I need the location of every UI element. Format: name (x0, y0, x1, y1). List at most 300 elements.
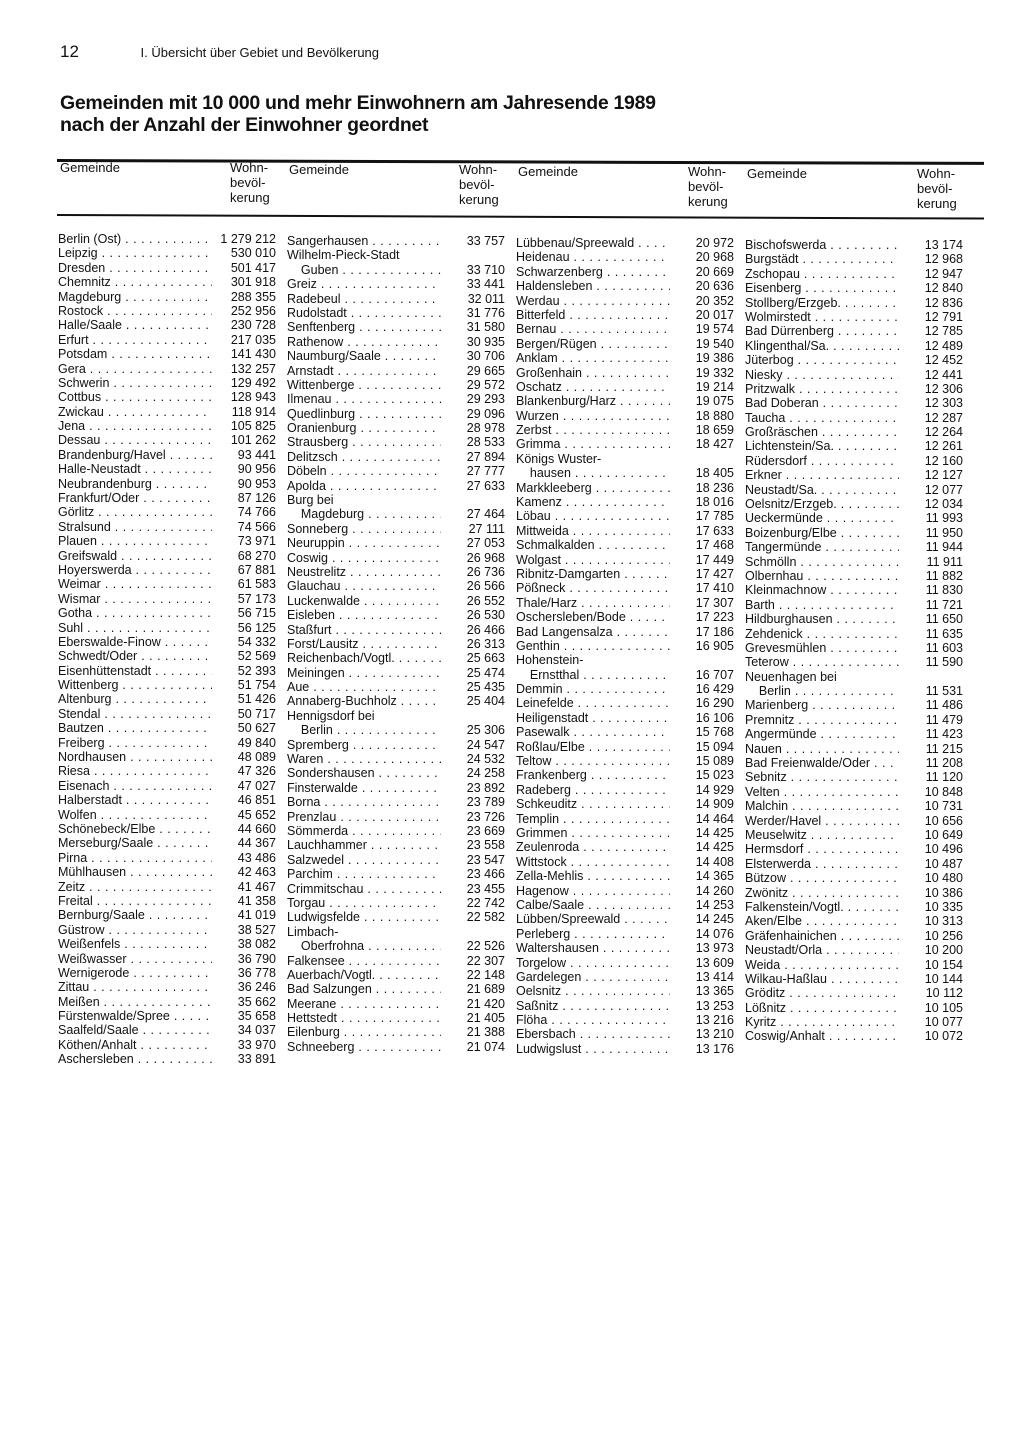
table-row (516, 869, 734, 883)
table-row (745, 785, 963, 799)
population-value: 26 466 (441, 623, 505, 637)
table-row (516, 437, 734, 451)
population-value: 44 367 (212, 836, 276, 850)
table-row (745, 958, 963, 972)
table-row (516, 855, 734, 869)
table-row (58, 419, 276, 433)
table-row (745, 914, 963, 928)
table-row (287, 666, 505, 680)
municipality-name: Sangerhausen . . . (287, 234, 441, 248)
municipality-name: Berlin . . . (287, 723, 441, 737)
table-row (745, 986, 963, 1000)
municipality-name: Aschersleben . . . (58, 1052, 212, 1066)
table-row (58, 563, 276, 577)
table-row (745, 943, 963, 957)
population-value: 29 096 (441, 407, 505, 421)
population-value: 10 335 (899, 900, 963, 914)
population-value: 35 658 (212, 1009, 276, 1023)
population-value: 14 076 (670, 927, 734, 941)
population-value: 11 911 (899, 555, 963, 569)
table-row (58, 433, 276, 447)
municipality-name: Fürstenwalde/Spree . . . (58, 1009, 212, 1023)
population-value: 10 848 (899, 785, 963, 799)
population-value: 10 072 (899, 1029, 963, 1043)
population-value: 16 905 (670, 639, 734, 653)
table-row (745, 727, 963, 741)
population-value: 73 971 (212, 534, 276, 548)
population-value: 23 789 (441, 795, 505, 809)
table-row (516, 912, 734, 926)
population-value: 33 710 (441, 263, 505, 277)
table-row (516, 409, 734, 423)
municipality-name: Potsdam . . . (58, 347, 212, 361)
table-row (58, 678, 276, 692)
table-row (516, 553, 734, 567)
population-value: 12 264 (899, 425, 963, 439)
municipality-name: Greifswald . . . (58, 549, 212, 563)
municipality-name: Frankfurt/Oder . . . (58, 491, 212, 505)
municipality-name: Saalfeld/Saale . . . (58, 1023, 212, 1037)
population-value: 33 757 (441, 234, 505, 248)
table-row (745, 857, 963, 871)
table-row (745, 468, 963, 482)
table-row (58, 376, 276, 390)
table-row (745, 655, 963, 669)
table-row (58, 664, 276, 678)
population-value: 12 947 (899, 267, 963, 281)
table-row (287, 479, 505, 493)
table-row (287, 954, 505, 968)
table-row (745, 483, 963, 497)
table-row (516, 984, 734, 998)
population-value: 44 660 (212, 822, 276, 836)
municipality-name: Gotha . . . (58, 606, 212, 620)
population-value: 23 892 (441, 781, 505, 795)
municipality-name: Anklam . . . (516, 351, 670, 365)
population-value: 11 993 (899, 511, 963, 525)
municipality-name: Löbau . . . (516, 509, 670, 523)
population-value: 15 768 (670, 725, 734, 739)
population-value: 141 430 (212, 347, 276, 361)
table-row (516, 366, 734, 380)
municipality-name: Eisleben . . . (287, 608, 441, 622)
population-value: 10 480 (899, 871, 963, 885)
municipality-name: Wolmirstedt . . . (745, 310, 899, 324)
population-value: 10 386 (899, 886, 963, 900)
population-value: 41 358 (212, 894, 276, 908)
municipality-name: Bernburg/Saale . . . (58, 908, 212, 922)
population-value: 45 652 (212, 808, 276, 822)
table-row (516, 524, 734, 538)
table-row (58, 750, 276, 764)
table-row (287, 507, 505, 521)
municipality-name: Zschopau . . . (745, 267, 899, 281)
population-value: 17 468 (670, 538, 734, 552)
municipality-name: Ebersbach . . . (516, 1027, 670, 1041)
municipality-name: Berlin . . . (745, 684, 899, 698)
table-row (58, 592, 276, 606)
population-value: 12 836 (899, 296, 963, 310)
municipality-name: Quedlinburg . . . (287, 407, 441, 421)
municipality-name: Nordhausen . . . (58, 750, 212, 764)
municipality-name: Prenzlau . . . (287, 810, 441, 824)
population-value: 15 094 (670, 740, 734, 754)
table-row (58, 966, 276, 980)
municipality-name: Mittweida . . . (516, 524, 670, 538)
municipality-name: Radebeul . . . (287, 292, 441, 306)
table-row (287, 392, 505, 406)
population-value: 26 552 (441, 594, 505, 608)
population-value: 21 405 (441, 1011, 505, 1025)
population-value: 23 547 (441, 853, 505, 867)
municipality-name: Lübben/Spreewald . . . (516, 912, 670, 926)
table-row (745, 612, 963, 626)
population-value: 33 441 (441, 277, 505, 291)
population-value: 23 669 (441, 824, 505, 838)
population-value: 17 785 (670, 509, 734, 523)
table-row (287, 594, 505, 608)
municipality-name: Bernau . . . (516, 322, 670, 336)
table-row (287, 781, 505, 795)
municipality-name: Hettstedt . . . (287, 1011, 441, 1025)
population-value: 12 160 (899, 454, 963, 468)
table-row (745, 627, 963, 641)
table-row (745, 742, 963, 756)
municipality-name: Klingenthal/Sa. . . . (745, 339, 899, 353)
population-value: 10 487 (899, 857, 963, 871)
municipality-name: Bitterfeld . . . (516, 308, 670, 322)
municipality-name: Leipzig . . . (58, 246, 212, 260)
municipality-name: Bad Dürrenberg . . . (745, 324, 899, 338)
table-row (516, 337, 734, 351)
municipality-name: Haldensleben . . . (516, 279, 670, 293)
municipality-name: Wolgast . . . (516, 553, 670, 567)
table-row (516, 567, 734, 581)
population-value: 56 715 (212, 606, 276, 620)
municipality-name: Flöha . . . (516, 1013, 670, 1027)
population-value: 26 313 (441, 637, 505, 651)
table-column-4 (745, 166, 963, 1044)
municipality-name: Ludwigsfelde . . . (287, 910, 441, 924)
table-row (287, 277, 505, 291)
municipality-name: Oelsnitz . . . (516, 984, 670, 998)
population-value: 12 077 (899, 483, 963, 497)
table-row (58, 779, 276, 793)
municipality-name: Markkleeberg . . . (516, 481, 670, 495)
table-row (516, 668, 734, 682)
municipality-name: Torgau . . . (287, 896, 441, 910)
table-row (287, 997, 505, 1011)
population-value: 20 352 (670, 294, 734, 308)
population-value: 12 791 (899, 310, 963, 324)
table-row (287, 752, 505, 766)
population-value: 46 851 (212, 793, 276, 807)
table-row (58, 462, 276, 476)
population-value: 19 332 (670, 366, 734, 380)
population-value: 25 663 (441, 651, 505, 665)
population-value: 47 027 (212, 779, 276, 793)
population-value: 20 968 (670, 250, 734, 264)
population-value: 18 405 (670, 466, 734, 480)
table-row (287, 695, 505, 709)
municipality-name: Weimar . . . (58, 577, 212, 591)
municipality-name: Halle-Neustadt . . . (58, 462, 212, 476)
municipality-name: Nauen . . . (745, 742, 899, 756)
population-value: 29 293 (441, 392, 505, 406)
population-value: 16 290 (670, 696, 734, 710)
table-row (58, 1052, 276, 1066)
municipality-name: Schwerin . . . (58, 376, 212, 390)
population-value: 34 037 (212, 1023, 276, 1037)
population-value: 13 365 (670, 984, 734, 998)
population-value: 25 404 (441, 694, 505, 708)
municipality-name: Oschatz . . . (516, 380, 670, 394)
population-value: 33 891 (212, 1052, 276, 1066)
table-row (745, 756, 963, 770)
municipality-name: Arnstadt . . . (287, 364, 441, 378)
municipality-name: Schwarzenberg . . . (516, 265, 670, 279)
municipality-name: Eisenhüttenstadt . . . (58, 664, 212, 678)
population-value: 36 790 (212, 952, 276, 966)
table-column-3 (516, 164, 734, 1056)
municipality-name: Teltow . . . (516, 754, 670, 768)
table-row (745, 641, 963, 655)
population-value: 13 176 (670, 1042, 734, 1056)
population-value: 23 466 (441, 867, 505, 881)
population-value: 10 144 (899, 972, 963, 986)
table-row (745, 799, 963, 813)
population-value: 24 547 (441, 738, 505, 752)
table-row (516, 639, 734, 653)
table-row (58, 995, 276, 1009)
municipality-name: Meerane . . . (287, 997, 441, 1011)
population-value: 17 307 (670, 596, 734, 610)
municipality-name: Rüdersdorf . . . (745, 454, 899, 468)
population-value: 22 582 (441, 910, 505, 924)
population-value: 22 526 (441, 939, 505, 953)
table-row (287, 968, 505, 982)
table-row (516, 711, 734, 725)
municipality-name: Strausberg . . . (287, 435, 441, 449)
population-value: 18 016 (670, 495, 734, 509)
population-value: 23 726 (441, 810, 505, 824)
table-row (745, 497, 963, 511)
table-row (745, 396, 963, 410)
population-value: 13 973 (670, 941, 734, 955)
table-row (745, 252, 963, 266)
table-row (58, 347, 276, 361)
population-value: 11 830 (899, 583, 963, 597)
population-value: 10 256 (899, 929, 963, 943)
table-row (745, 511, 963, 525)
population-value: 217 035 (212, 333, 276, 347)
table-row (58, 275, 276, 289)
table-row (516, 538, 734, 552)
population-value: 14 245 (670, 912, 734, 926)
table-row (287, 810, 505, 824)
municipality-name: Falkenstein/Vogtl. . . . (745, 900, 899, 914)
municipality-name: Freital . . . (58, 894, 212, 908)
population-value: 15 089 (670, 754, 734, 768)
population-value: 17 633 (670, 524, 734, 538)
table-row (58, 577, 276, 591)
population-value: 28 978 (441, 421, 505, 435)
population-value: 32 011 (441, 292, 505, 306)
municipality-name: Hermsdorf . . . (745, 842, 899, 856)
table-row (287, 306, 505, 320)
table-row (287, 536, 505, 550)
municipality-name: Lößnitz . . . (745, 1001, 899, 1015)
population-value: 14 909 (670, 797, 734, 811)
municipality-name: Mühlhausen . . . (58, 865, 212, 879)
municipality-name: Eberswalde-Finow . . . (58, 635, 212, 649)
table-row (516, 754, 734, 768)
municipality-name: Bad Langensalza . . . (516, 625, 670, 639)
municipality-name: Limbach- (287, 924, 339, 939)
column-header-name: Gemeinde (747, 166, 807, 181)
table-title (60, 92, 760, 136)
municipality-name: Chemnitz . . . (58, 275, 212, 289)
municipality-name: Blankenburg/Harz . . . (516, 394, 670, 408)
municipality-name: Rathenow . . . (287, 335, 441, 349)
table-row (58, 520, 276, 534)
municipality-name: Annaberg-Buchholz . . . (287, 694, 441, 708)
municipality-name: Pritzwalk . . . (745, 382, 899, 396)
municipality-name: Bergen/Rügen . . . (516, 337, 670, 351)
municipality-name: Luckenwalde . . . (287, 594, 441, 608)
municipality-name: Saßnitz . . . (516, 999, 670, 1013)
table-row (287, 435, 505, 449)
population-value: 13 253 (670, 999, 734, 1013)
population-value: 31 580 (441, 320, 505, 334)
municipality-name: Stollberg/Erzgeb. . . . (745, 296, 899, 310)
table-row (58, 261, 276, 275)
population-value: 11 590 (899, 655, 963, 669)
municipality-name: Halle/Saale . . . (58, 318, 212, 332)
table-row (516, 322, 734, 336)
population-value: 13 216 (670, 1013, 734, 1027)
table-row (287, 766, 505, 780)
population-value: 12 287 (899, 411, 963, 425)
table-row (58, 362, 276, 376)
population-value: 57 173 (212, 592, 276, 606)
table-row (287, 824, 505, 838)
municipality-name: Wolfen . . . (58, 808, 212, 822)
population-value: 12 303 (899, 396, 963, 410)
population-value: 51 426 (212, 692, 276, 706)
municipality-name: Brandenburg/Havel . . . (58, 448, 212, 462)
table-row (745, 1029, 963, 1043)
table-row (287, 882, 505, 896)
municipality-name: Oschersleben/Bode . . . (516, 610, 670, 624)
municipality-name: Weißenfels . . . (58, 937, 212, 951)
municipality-name: Ribnitz-Damgarten . . . (516, 567, 670, 581)
table-row (58, 923, 276, 937)
population-value: 301 918 (212, 275, 276, 289)
population-value: 12 034 (899, 497, 963, 511)
municipality-name: Waltershausen . . . (516, 941, 670, 955)
municipality-name: Wilhelm-Pieck-Stadt (287, 248, 400, 263)
table-row (516, 653, 734, 667)
municipality-name: Jena . . . (58, 419, 212, 433)
population-value: 16 429 (670, 682, 734, 696)
population-value: 52 393 (212, 664, 276, 678)
table-row (58, 1038, 276, 1052)
population-value: 26 736 (441, 565, 505, 579)
table-row (58, 822, 276, 836)
table-row (745, 770, 963, 784)
municipality-name: Gräfenhainichen . . . (745, 929, 899, 943)
municipality-name: Güstrow . . . (58, 923, 212, 937)
municipality-name: Zittau . . . (58, 980, 212, 994)
municipality-name: Hildburghausen . . . (745, 612, 899, 626)
municipality-name: Teterow . . . (745, 655, 899, 669)
table-row (287, 565, 505, 579)
municipality-name: Tangermünde . . . (745, 540, 899, 554)
table-row (516, 682, 734, 696)
population-value: 19 540 (670, 337, 734, 351)
population-value: 25 435 (441, 680, 505, 694)
table-row (745, 555, 963, 569)
municipality-name: Delitzsch . . . (287, 450, 441, 464)
municipality-name: Bad Doberan . . . (745, 396, 899, 410)
municipality-name: Angermünde . . . (745, 727, 899, 741)
population-value: 15 023 (670, 768, 734, 782)
table-row (287, 795, 505, 809)
population-value: 10 649 (899, 828, 963, 842)
municipality-name: Oelsnitz/Erzgeb. . . . (745, 497, 899, 511)
table-row (58, 1023, 276, 1037)
municipality-name: Oberfrohna . . . (287, 939, 441, 953)
municipality-name: Hennigsdorf bei (287, 708, 375, 723)
municipality-name: Döbeln . . . (287, 464, 441, 478)
municipality-name: Auerbach/Vogtl. . . . (287, 968, 441, 982)
population-value: 21 074 (441, 1040, 505, 1054)
population-value: 26 968 (441, 551, 505, 565)
population-value: 21 420 (441, 997, 505, 1011)
table-row (516, 812, 734, 826)
table-row (58, 649, 276, 663)
population-value: 31 776 (441, 306, 505, 320)
population-value: 288 355 (212, 290, 276, 304)
municipality-name: Premnitz . . . (745, 713, 899, 727)
table-row (745, 684, 963, 698)
table-row (287, 939, 505, 953)
population-value: 11 208 (899, 756, 963, 770)
table-row (287, 450, 505, 464)
population-value: 49 840 (212, 736, 276, 750)
municipality-name: Eisenach . . . (58, 779, 212, 793)
table-row (516, 927, 734, 941)
table-row (58, 851, 276, 865)
table-row (58, 880, 276, 894)
table-row (58, 952, 276, 966)
table-row (516, 999, 734, 1013)
municipality-name: Ueckermünde . . . (745, 511, 899, 525)
population-value: 14 260 (670, 884, 734, 898)
municipality-name: Cottbus . . . (58, 390, 212, 404)
table-row (58, 621, 276, 635)
table-row (516, 380, 734, 394)
municipality-name: Naumburg/Saale . . . (287, 349, 441, 363)
population-value: 11 120 (899, 770, 963, 784)
population-value: 48 089 (212, 750, 276, 764)
population-value: 11 944 (899, 540, 963, 554)
table-row (516, 840, 734, 854)
municipality-name: Kyritz . . . (745, 1015, 899, 1029)
table-row (58, 290, 276, 304)
table-row (516, 1027, 734, 1041)
